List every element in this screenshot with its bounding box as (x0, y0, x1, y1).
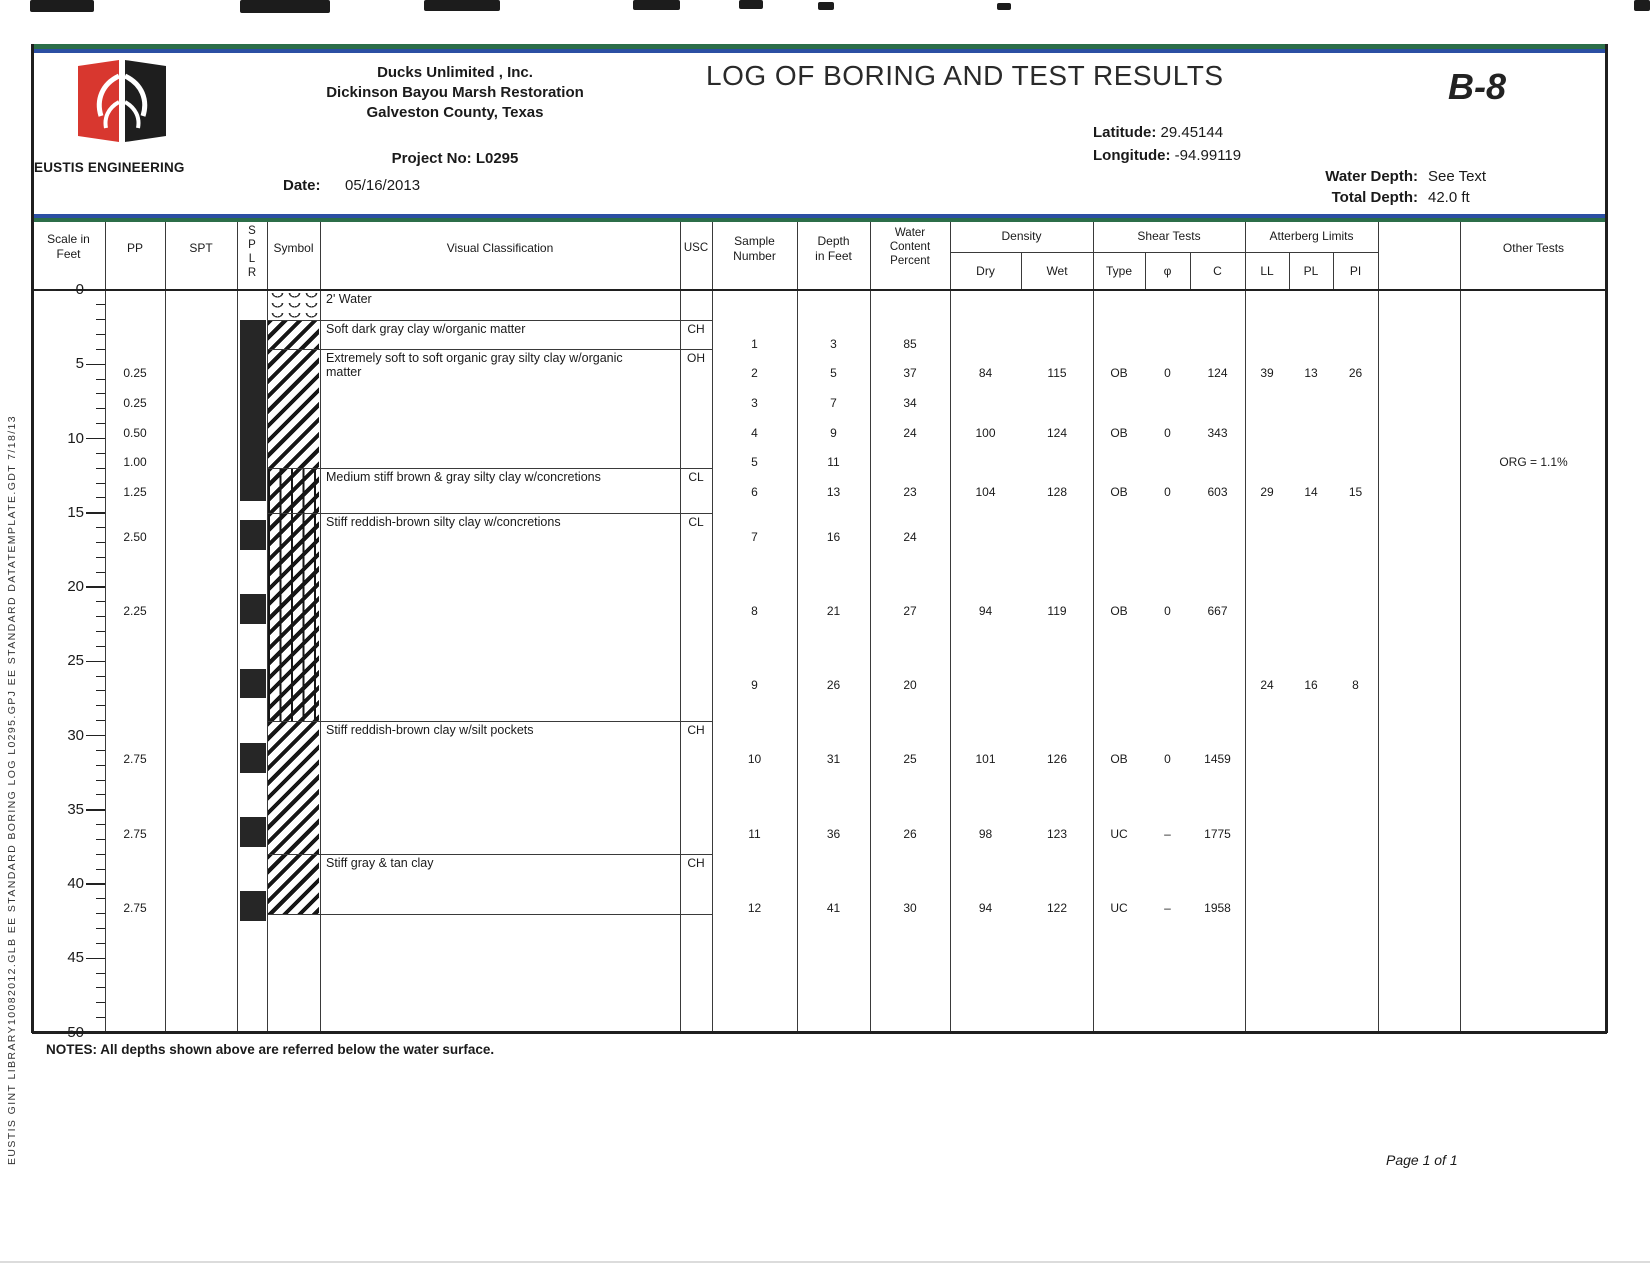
plasticity-index-value: 26 (1348, 366, 1363, 381)
depth-minor-tick (96, 943, 105, 944)
sample-depth: 31 (826, 752, 841, 767)
scan-artifact (1634, 0, 1650, 11)
depth-minor-tick (96, 928, 105, 929)
depth-scale-label: 30 (67, 726, 84, 744)
depth-minor-tick (96, 646, 105, 647)
latitude-label: Latitude: (1093, 124, 1157, 141)
column-header-water-content: Content (889, 241, 931, 253)
depth-minor-tick (96, 408, 105, 409)
shear-type-value: OB (1110, 366, 1128, 381)
sidebar-file-text: EUSTIS GINT LIBRARY10082012.GLB EE STANDARD BORING LOG L0295.GPJ EE STANDARD DATATEMPLATE.GDT 7/18/13 (6, 414, 18, 1165)
water-content-value: 30 (903, 900, 917, 915)
shear-type-value: OB (1110, 485, 1128, 500)
depth-minor-tick (96, 898, 105, 899)
stratum-usc-code: CH (687, 856, 705, 871)
sample-number: 6 (751, 485, 758, 500)
company-name: EUSTIS ENGINEERING (34, 160, 185, 175)
depth-minor-tick (96, 483, 105, 484)
depth-minor-tick (96, 794, 105, 795)
sample-number: 11 (748, 826, 761, 841)
eustis-logo-icon (74, 58, 170, 150)
shear-phi-value: – (1164, 900, 1171, 915)
recovery-bar (240, 320, 266, 501)
depth-scale-end-dash (38, 1032, 56, 1034)
stratum-symbol-pattern (268, 468, 319, 513)
latitude-value: 29.45144 (1160, 124, 1224, 141)
wet-density-value: 126 (1046, 752, 1068, 767)
column-header-atterberg: Atterberg Limits (1269, 229, 1354, 243)
recovery-bar (240, 891, 266, 921)
date-label: Date: (283, 177, 321, 194)
shear-type-value: OB (1110, 425, 1128, 440)
depth-scale-label: 25 (67, 652, 84, 670)
water-content-value: 85 (903, 336, 917, 351)
sample-depth: 16 (826, 529, 841, 544)
pp-value: 1.00 (123, 455, 147, 470)
date-value: 05/16/2013 (345, 177, 421, 194)
depth-minor-tick (96, 987, 105, 988)
shear-phi-value: – (1164, 826, 1171, 841)
column-header-splr: R (247, 267, 257, 279)
stratum-symbol-pattern (268, 349, 319, 468)
depth-minor-tick (96, 839, 105, 840)
stratum-description: 2' Water (326, 292, 372, 306)
sample-number: 10 (747, 752, 762, 767)
grid-line-vertical (1245, 222, 1246, 1032)
water-content-value: 27 (903, 603, 917, 618)
wet-density-value: 123 (1046, 826, 1068, 841)
depth-minor-tick (96, 497, 105, 498)
sample-number: 1 (751, 336, 758, 351)
column-header-spt: SPT (189, 241, 213, 255)
client-name: Ducks Unlimited , Inc. (377, 64, 533, 81)
depth-minor-tick (96, 631, 105, 632)
stratum-description: Stiff reddish-brown silty clay w/concretions (326, 514, 561, 529)
shear-phi-value: 0 (1164, 366, 1171, 381)
sample-depth: 36 (826, 826, 841, 841)
depth-minor-tick (96, 1002, 105, 1003)
shear-phi-value: 0 (1164, 425, 1171, 440)
pp-value: 2.75 (123, 900, 147, 915)
depth-minor-tick (96, 379, 105, 380)
sample-depth: 26 (826, 678, 841, 693)
sample-number: 5 (751, 455, 758, 470)
water-content-value: 20 (903, 678, 917, 693)
pp-value: 2.75 (123, 752, 147, 767)
scan-artifact (30, 0, 94, 12)
water-content-value: 24 (903, 529, 917, 544)
shear-c-value: 603 (1207, 485, 1228, 500)
sample-number: 4 (751, 425, 758, 440)
grid-line-vertical (237, 222, 238, 1032)
dry-density-value: 84 (978, 366, 993, 381)
depth-minor-tick (96, 393, 105, 394)
depth-major-tick (86, 661, 105, 663)
scan-artifact (424, 0, 500, 11)
end-of-boring-line (267, 914, 712, 915)
depth-scale-label: 0 (75, 281, 84, 298)
depth-scale-label: 15 (67, 503, 84, 521)
column-header-classification: Visual Classification (446, 241, 554, 255)
page-title: LOG OF BORING AND TEST RESULTS (706, 60, 1224, 91)
stratum-boundary-line (267, 513, 712, 514)
plastic-limit-value: 13 (1304, 366, 1318, 381)
shear-c-value: 1958 (1204, 900, 1231, 915)
pp-value: 2.25 (123, 603, 147, 618)
shear-c-value: 667 (1207, 603, 1228, 618)
water-depth-value: See Text (1428, 168, 1487, 185)
recovery-bar (240, 594, 266, 624)
grid-line-vertical (680, 222, 681, 1032)
stratum-usc-code: OH (687, 351, 705, 366)
depth-scale-label: 45 (67, 949, 84, 967)
recovery-bar (240, 817, 266, 847)
pp-value: 0.50 (123, 425, 147, 440)
depth-major-tick (86, 809, 105, 811)
column-header-symbol: Symbol (273, 241, 314, 255)
pp-value: 1.25 (123, 485, 147, 500)
stratum-symbol-pattern (268, 854, 319, 913)
sample-number: 2 (751, 366, 758, 381)
depth-minor-tick (96, 869, 105, 870)
frame-border-left (31, 44, 34, 1033)
shear-type-value: OB (1110, 752, 1128, 767)
depth-minor-tick (96, 765, 105, 766)
depth-major-tick (86, 1032, 105, 1034)
depth-minor-tick (96, 423, 105, 424)
column-header-other-tests: Other Tests (1502, 241, 1565, 255)
scan-artifact (633, 0, 680, 10)
depth-minor-tick (96, 973, 105, 974)
water-content-value: 37 (903, 366, 917, 381)
depth-major-tick (86, 735, 105, 737)
liquid-limit-value: 24 (1260, 678, 1274, 693)
column-header-dry: Dry (976, 264, 995, 278)
grid-line-vertical (165, 222, 166, 1032)
dry-density-value: 100 (975, 425, 996, 440)
depth-minor-tick (96, 824, 105, 825)
dry-density-value: 98 (978, 826, 993, 841)
stratum-description: Stiff reddish-brown clay w/silt pockets (326, 722, 534, 737)
column-header-sample: Number (733, 249, 776, 263)
dry-density-value: 94 (978, 603, 993, 618)
depth-minor-tick (96, 676, 105, 677)
depth-scale-label: 20 (67, 578, 84, 595)
depth-minor-tick (96, 453, 105, 454)
depth-minor-tick (96, 690, 105, 691)
frame-rule-mid-green (32, 218, 1607, 222)
water-content-value: 24 (903, 425, 917, 440)
shear-phi-value: 0 (1164, 485, 1171, 500)
project-number: Project No: L0295 (391, 150, 519, 167)
column-header-phi: φ (1163, 264, 1172, 278)
grid-line-vertical (1378, 222, 1379, 1032)
stratum-usc-code: CH (687, 321, 705, 336)
depth-minor-tick (96, 601, 105, 602)
grid-line-vertical (320, 222, 321, 1032)
depth-major-tick (86, 438, 105, 440)
scan-artifact (997, 3, 1011, 10)
depth-minor-tick (96, 468, 105, 469)
depth-major-tick (86, 364, 105, 366)
stratum-symbol-pattern (268, 721, 319, 855)
column-header-scale: Scale in (47, 232, 90, 246)
column-header-pi: PI (1349, 264, 1362, 278)
shear-phi-value: 0 (1164, 603, 1171, 618)
column-header-sample: Sample (734, 234, 775, 248)
notes-text: NOTES: All depths shown above are referred below the water surface. (46, 1042, 495, 1057)
liquid-limit-value: 39 (1260, 366, 1274, 381)
dry-density-value: 104 (975, 485, 996, 500)
stratum-boundary-line (267, 854, 712, 855)
water-content-value: 23 (903, 485, 917, 500)
water-content-value: 25 (903, 752, 917, 767)
depth-minor-tick (96, 1017, 105, 1018)
column-header-water-content: Percent (890, 255, 930, 267)
wet-density-value: 115 (1047, 366, 1067, 381)
depth-major-tick (86, 883, 105, 885)
stratum-usc-code: CL (688, 514, 704, 529)
depth-scale-end-dash (38, 289, 56, 291)
shear-c-value: 1459 (1204, 752, 1231, 767)
depth-minor-tick (96, 720, 105, 721)
depth-minor-tick (96, 780, 105, 781)
project-location: Galveston County, Texas (366, 104, 544, 121)
column-header-water-content: Water (894, 227, 926, 239)
depth-minor-tick (96, 572, 105, 573)
scan-artifact (739, 0, 763, 9)
column-header-depth: in Feet (815, 249, 852, 263)
recovery-bar (240, 669, 266, 699)
column-header-splr: S (248, 225, 256, 237)
sample-depth: 9 (830, 425, 837, 440)
scan-artifact (240, 0, 330, 13)
page-number: Page 1 of 1 (1386, 1152, 1458, 1168)
depth-minor-tick (96, 334, 105, 335)
sample-number: 12 (747, 900, 762, 915)
plasticity-index-value: 8 (1352, 678, 1359, 693)
depth-minor-tick (96, 319, 105, 320)
shear-type-value: UC (1110, 900, 1128, 915)
depth-major-tick (86, 512, 105, 514)
stratum-boundary-line (267, 320, 712, 321)
sample-number: 7 (751, 529, 758, 544)
sample-number: 3 (751, 395, 758, 410)
frame-rule-top-blue (32, 49, 1607, 54)
depth-minor-tick (96, 527, 105, 528)
shear-c-value: 343 (1207, 425, 1228, 440)
stratum-symbol-pattern (268, 513, 319, 721)
shear-type-value: OB (1110, 603, 1128, 618)
depth-scale-label: 40 (67, 875, 84, 892)
scan-artifact (0, 1261, 1650, 1263)
scan-artifact (818, 2, 834, 10)
latitude-line (1093, 124, 1223, 141)
depth-scale-label: 50 (67, 1023, 84, 1041)
column-header-density: Density (1001, 229, 1042, 243)
other-test-value: ORG = 1.1% (1499, 455, 1568, 470)
shear-type-value: UC (1110, 826, 1128, 841)
plastic-limit-value: 14 (1304, 485, 1318, 500)
grid-line-horizontal (950, 252, 1378, 253)
stratum-boundary-line (267, 468, 712, 469)
longitude-line (1093, 147, 1241, 164)
water-content-value: 34 (903, 395, 917, 410)
water-content-value: 26 (903, 826, 917, 841)
sample-depth: 21 (826, 603, 841, 618)
column-header-pp: PP (126, 241, 143, 255)
sample-depth: 5 (830, 366, 837, 381)
column-header-shear: Shear Tests (1137, 229, 1201, 243)
sample-depth: 13 (826, 485, 841, 500)
stratum-usc-code: CH (687, 722, 705, 737)
depth-scale-label: 5 (75, 355, 84, 373)
depth-minor-tick (96, 750, 105, 751)
stratum-description: Medium stiff brown & gray silty clay w/concretions (326, 470, 601, 485)
depth-major-tick (86, 958, 105, 960)
depth-minor-tick (96, 542, 105, 543)
frame-border-right (1605, 44, 1608, 1033)
company-logo (74, 58, 170, 150)
grid-line-vertical (1460, 222, 1461, 1032)
wet-density-value: 119 (1047, 603, 1067, 618)
column-header-scale: Feet (56, 247, 81, 261)
wet-density-value: 122 (1046, 900, 1068, 915)
sample-depth: 41 (826, 900, 841, 915)
wet-density-value: 128 (1046, 485, 1068, 500)
depth-minor-tick (96, 304, 105, 305)
stratum-boundary-line (267, 721, 712, 722)
depth-minor-tick (96, 557, 105, 558)
depth-minor-tick (96, 705, 105, 706)
total-depth-label: Total Depth: (1331, 189, 1418, 206)
sample-depth: 3 (830, 336, 837, 351)
sample-number: 9 (751, 678, 758, 693)
pp-value: 0.25 (123, 366, 147, 381)
column-header-splr: L (248, 253, 256, 265)
depth-minor-tick (96, 349, 105, 350)
wet-density-value: 124 (1046, 425, 1068, 440)
total-depth-value: 42.0 ft (1428, 189, 1470, 206)
stratum-symbol-pattern (268, 290, 319, 320)
column-header-type: Type (1105, 264, 1132, 278)
shear-c-value: 1775 (1204, 826, 1231, 841)
depth-minor-tick (96, 854, 105, 855)
stratum-boundary-line (267, 349, 712, 350)
project-name: Dickinson Bayou Marsh Restoration (326, 84, 584, 101)
stratum-description: Stiff gray & tan clay (326, 856, 434, 871)
sample-depth: 11 (827, 455, 840, 470)
stratum-description: Soft dark gray clay w/organic matter (326, 321, 526, 336)
stratum-usc-code: CL (688, 470, 704, 485)
column-header-wet: Wet (1046, 264, 1068, 278)
depth-minor-tick (96, 616, 105, 617)
shear-c-value: 124 (1207, 366, 1228, 381)
depth-major-tick (86, 289, 105, 291)
column-header-c: C (1213, 264, 1222, 278)
longitude-label: Longitude: (1093, 147, 1171, 164)
column-header-usc: USC (683, 242, 709, 254)
sample-number: 8 (751, 603, 758, 618)
depth-scale-label: 35 (67, 800, 84, 818)
depth-major-tick (86, 586, 105, 588)
column-header-depth: Depth (817, 234, 850, 248)
shear-phi-value: 0 (1164, 752, 1171, 767)
sample-depth: 7 (830, 395, 837, 410)
pp-value: 2.75 (123, 826, 147, 841)
depth-scale-label: 10 (67, 429, 84, 447)
dry-density-value: 101 (975, 752, 996, 767)
pp-value: 2.50 (123, 529, 147, 544)
longitude-value: -94.99119 (1174, 147, 1242, 164)
depth-minor-tick (96, 913, 105, 914)
pp-value: 0.25 (123, 395, 147, 410)
stratum-description: Extremely soft to soft organic gray silty clay w/organic matter (326, 351, 623, 380)
plasticity-index-value: 15 (1348, 485, 1363, 500)
plastic-limit-value: 16 (1304, 678, 1318, 693)
column-header-splr: P (248, 239, 256, 251)
recovery-bar (240, 743, 266, 773)
liquid-limit-value: 29 (1260, 485, 1274, 500)
column-header-ll: LL (1260, 264, 1274, 278)
dry-density-value: 94 (978, 900, 993, 915)
stratum-symbol-pattern (268, 320, 319, 350)
boring-id: B-8 (1448, 66, 1507, 107)
recovery-bar (240, 520, 266, 550)
water-depth-label: Water Depth: (1325, 168, 1418, 185)
column-header-pl: PL (1303, 264, 1319, 278)
table-bottom-line (32, 1031, 1607, 1034)
